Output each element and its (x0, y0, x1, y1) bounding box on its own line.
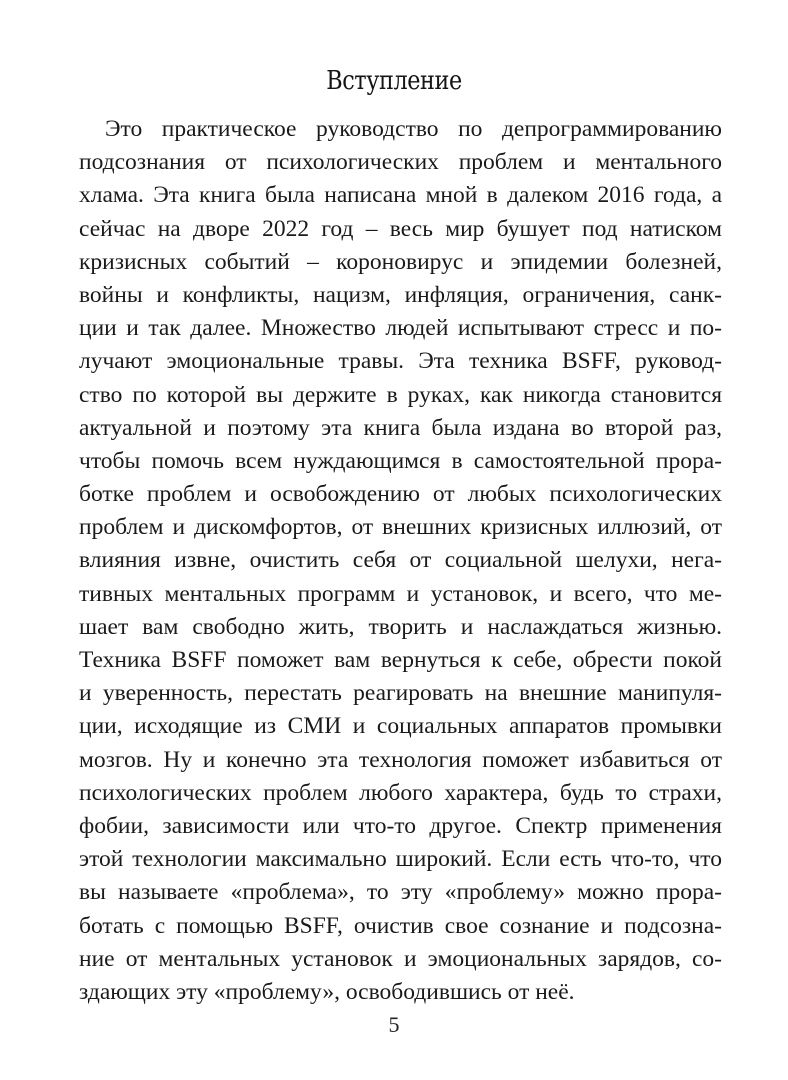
text-line: тивных ментальных программ и установок, и всего, что ме- (79, 580, 722, 607)
text-line: ботать с помощью BSFF, очистив свое сознание и подсозна- (79, 912, 722, 939)
text-line: проблем и дискомфортов, от внешних кризисных иллюзий, от (79, 514, 722, 541)
text-line: вы называете «проблема», то эту «проблему» можно прора- (79, 879, 722, 906)
text-line: актуальной и поэтому эта книга была издана во второй раз, (79, 414, 722, 441)
text-line: здающих эту «проблему», освободившись от неё. (79, 978, 575, 1005)
text-line: шает вам свободно жить, творить и наслаждаться жизнью. (79, 613, 722, 640)
text-line: хлама. Эта книга была написана мной в далеком 2016 года, а (79, 182, 722, 209)
body-paragraph (79, 113, 722, 1009)
text-line: Техника BSFF поможет вам вернуться к себе, обрести покой (79, 647, 722, 673)
text-line: и уверенность, перестать реагировать на внешние манипуля- (79, 680, 722, 707)
text-line: психологических проблем любого характера, будь то страхи, (79, 779, 722, 806)
text-line: ции, исходящие из СМИ и социальных аппаратов промывки (79, 713, 722, 740)
chapter-title: Вступление (326, 66, 462, 96)
text-line: войны и конфликты, нацизм, инфляция, ограничения, санк- (79, 281, 722, 308)
text-line: мозгов. Ну и конечно эта технология поможет избавиться от (79, 746, 722, 773)
text-line: ство по которой вы держите в руках, как никогда становится (79, 381, 722, 408)
text-line: этой технологии максимально широкий. Если есть что-то, что (79, 846, 722, 873)
text-line: кризисных событий – короновирус и эпидемии болезней, (79, 248, 722, 275)
text-line: фобии, зависимости или что-то другое. Спектр применения (79, 812, 722, 839)
text-line: Это практическое руководство по депрограммированию (105, 116, 722, 142)
text-line: ции и так далее. Множество людей испытывают стресс и по- (79, 315, 722, 342)
text-line: ботке проблем и освобождению от любых психологических (79, 481, 722, 508)
text-line: влияния извне, очистить себя от социальной шелухи, нега- (79, 547, 722, 574)
text-line: подсознания от психологических проблем и ментального (79, 149, 722, 176)
text-line: чтобы помочь всем нуждающимся в самостоятельной прора- (79, 447, 722, 474)
text-line: ние от ментальных установок и эмоциональных зарядов, со- (79, 945, 722, 972)
text-line: сейчас на дворе 2022 год – весь мир бушует под натиском (79, 215, 722, 242)
text-line: лучают эмоциональные травы. Эта техника BSFF, руковод- (79, 348, 722, 375)
page-number: 5 (388, 1012, 400, 1037)
